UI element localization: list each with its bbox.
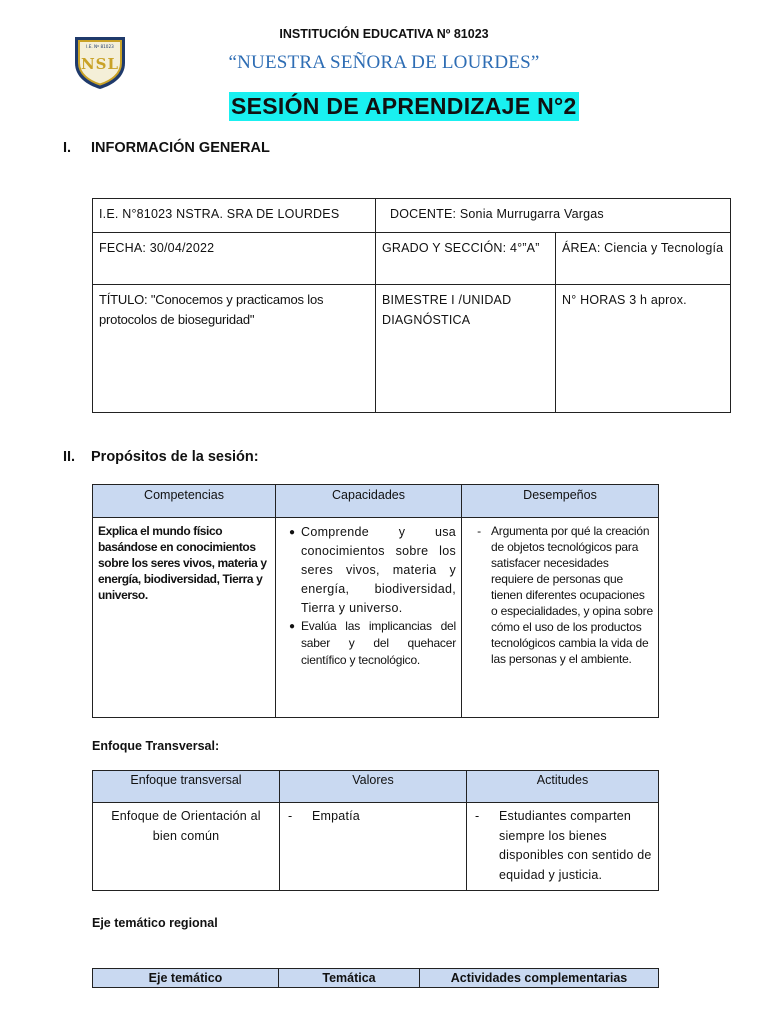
fecha-cell: FECHA: 30/04/2022 [93, 233, 376, 285]
section2-number: II. [63, 449, 76, 465]
session-title: SESIÓN DE APRENDIZAJE N°2 [231, 93, 577, 119]
section2-heading [63, 449, 259, 465]
dash-marker: - [288, 809, 293, 823]
enfoque-cell: Enfoque de Orientación al bien común [93, 803, 280, 891]
ie-cell: I.E. N°81023 NSTRA. SRA DE LOURDES [93, 199, 376, 233]
col-desempenos: Desempeños [462, 485, 659, 518]
section1-title: INFORMACIÓN GENERAL [91, 140, 270, 156]
competencia-cell [93, 518, 276, 718]
school-name: “NUESTRA SEÑORA DE LOURDES” [228, 52, 540, 73]
col-valores: Valores [280, 771, 467, 803]
col-enfoque: Enfoque transversal [93, 771, 280, 803]
col-eje: Eje temático [93, 969, 279, 988]
actitud-cell [467, 803, 659, 891]
logo-letters: NSL [80, 55, 120, 73]
horas-cell: N° HORAS 3 h aprox. [556, 285, 731, 413]
bimestre-cell: BIMESTRE I /UNIDAD DIAGNÓSTICA [376, 285, 556, 413]
logo-text: I.E. Nº 81023 [86, 44, 114, 49]
titulo-label: TÍTULO: [99, 292, 151, 307]
capacidades-cell [276, 518, 462, 718]
col-competencias: Competencias [93, 485, 276, 518]
enfoque-heading: Enfoque Transversal: [92, 739, 220, 753]
general-info-table [92, 198, 731, 413]
capacidad-item: ● Comprende y usa conocimientos sobre los seres vivos, materia y energía, biodiversidad, Tierra y universo. [291, 523, 456, 618]
capacidad-item: ● Evalúa las implicancias del saber y del quehacer científico y tecnológico. [291, 618, 456, 669]
dash-marker: - [477, 524, 481, 538]
valor-cell [280, 803, 467, 891]
eje-table [92, 968, 659, 988]
section1-heading [63, 140, 270, 156]
titulo-cell [93, 285, 376, 413]
enfoque-table [92, 770, 659, 891]
actitud-text: Estudiantes comparten siempre los bienes disponibles con sentido de equidad y justicia. [499, 809, 652, 882]
docente-cell: DOCENTE: Sonia Murrugarra Vargas [376, 199, 731, 233]
grado-cell: GRADO Y SECCIÓN: 4°”A” [376, 233, 556, 285]
section2-title: Propósitos de la sesión: [91, 449, 259, 465]
area-cell: ÁREA: Ciencia y Tecnología [556, 233, 731, 285]
desempeno-cell [462, 518, 659, 718]
competencia-text: Explica el mundo físico basándose en conocimientos sobre los seres vivos, materia y energía, biodiversidad, Tierra y universo. [98, 524, 267, 602]
valor-text: Empatía [312, 809, 360, 823]
col-actividades: Actividades complementarias [420, 969, 659, 988]
dash-marker: - [475, 809, 480, 823]
col-actitudes: Actitudes [467, 771, 659, 803]
eje-heading: Eje temático regional [92, 916, 218, 930]
section1-number: I. [63, 140, 72, 156]
titulo-value: "Conocemos y practicamos los protocolos de bioseguridad" [99, 292, 324, 327]
purposes-table [92, 484, 659, 718]
institution-name: INSTITUCIÓN EDUCATIVA Nº 81023 [279, 27, 489, 41]
desempeno-text: Argumenta por qué la creación de objetos tecnológicos para satisfacer necesidades requiere de personas que tienen diferentes ocupaciones o especialidades, y opina sobre cómo el uso de los productos tecnológicos cambia la vida de las personas y el ambiente. [491, 524, 653, 666]
col-capacidades: Capacidades [276, 485, 462, 518]
col-tematica: Temática [279, 969, 420, 988]
